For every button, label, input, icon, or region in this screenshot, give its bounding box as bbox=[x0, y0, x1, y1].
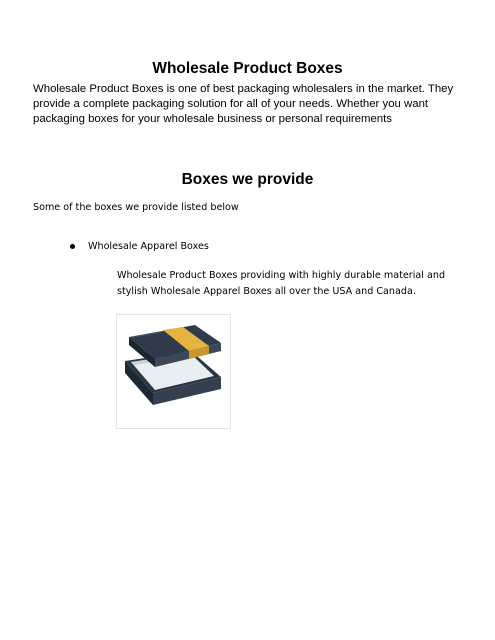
apparel-box-image bbox=[116, 314, 231, 429]
list-item bbox=[70, 240, 209, 253]
section-intro-text: Some of the boxes we provide listed below bbox=[33, 202, 239, 213]
intro-paragraph: Wholesale Product Boxes is one of best packaging wholesalers in the market. They provide a complete packaging solution for all of your needs. Whether you want packaging boxes for your wholesale business or personal requirements bbox=[33, 83, 454, 126]
apparel-box-illustration bbox=[117, 315, 230, 428]
list-item-description: Wholesale Product Boxes providing with highly durable material and stylish Wholesale Apparel Boxes all over the USA and Canada. bbox=[117, 270, 446, 297]
section-heading: Boxes we provide bbox=[181, 171, 314, 188]
list-item-label: Wholesale Apparel Boxes bbox=[88, 241, 209, 252]
bullet-icon bbox=[70, 244, 75, 249]
page-title: Wholesale Product Boxes bbox=[152, 60, 343, 77]
